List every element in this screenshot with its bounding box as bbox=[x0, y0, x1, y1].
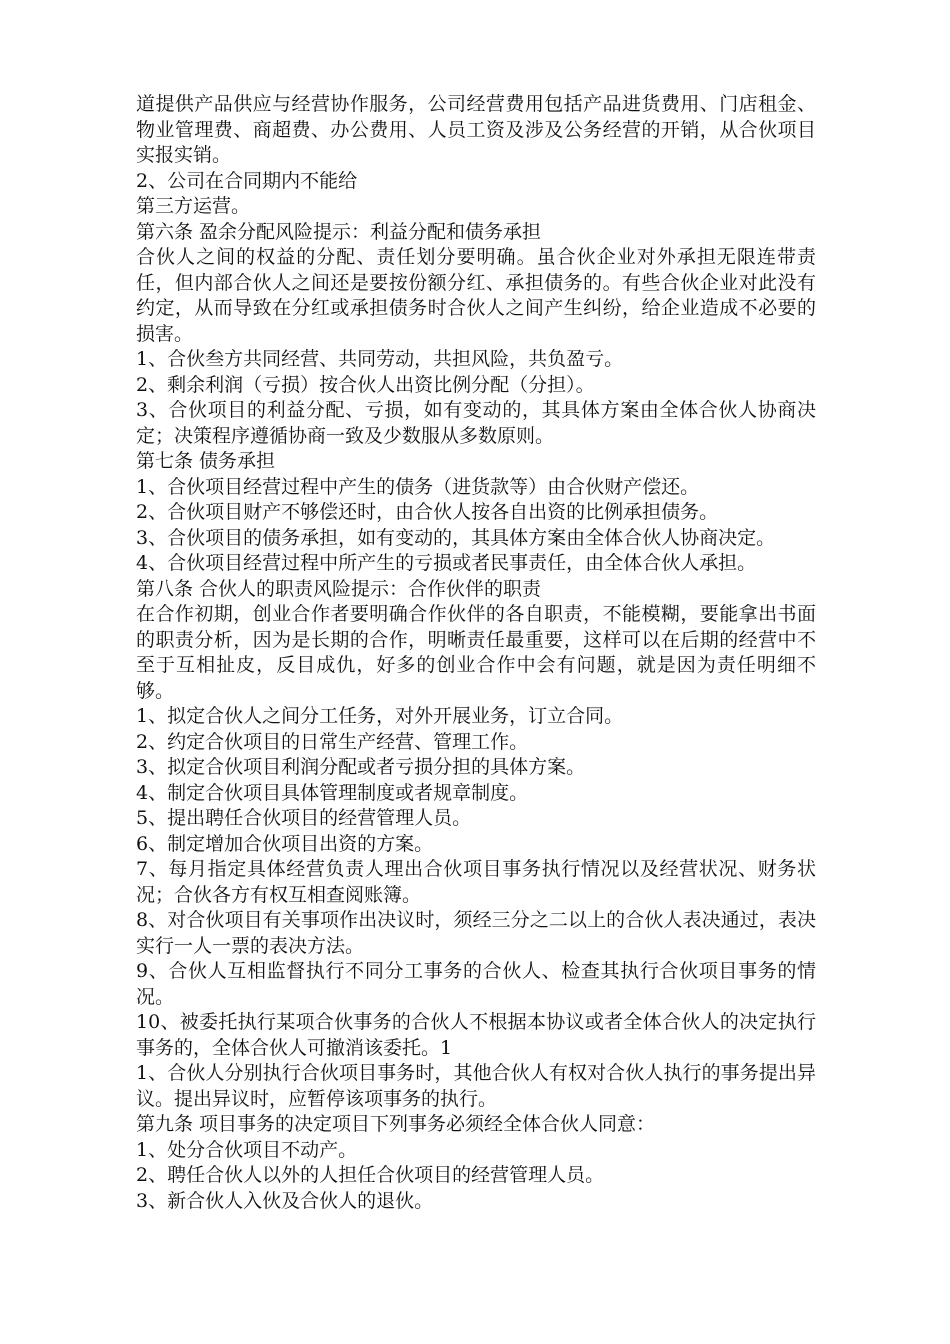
list-item: 1、合伙叁方共同经营、共同劳动，共担风险，共负盈亏。 bbox=[136, 348, 624, 370]
list-item: 1、合伙人分别执行合伙项目事务时，其他合伙人有权对合伙人执行的事务提出异议。提出异议时，应暂停该项事务的执行。 bbox=[136, 1062, 816, 1110]
list-item: 7、每月指定具体经营负责人理出合伙项目事务执行情况以及经营状况、财务状况；合伙各方有权互相查阅账簿。 bbox=[136, 858, 816, 906]
paragraph: 第三方运营。 bbox=[136, 195, 251, 217]
list-item: 2、约定合伙项目的日常生产经营、管理工作。 bbox=[136, 730, 529, 753]
list-item: 3、新合伙人入伙及合伙人的退伙。 bbox=[136, 1189, 434, 1212]
list-item: 4、合伙项目经营过程中所产生的亏损或者民事责任，由全体合伙人承担。 bbox=[136, 552, 757, 574]
list-item: 3、拟定合伙项目利润分配或者亏损分担的具体方案。 bbox=[136, 756, 586, 778]
list-item: 8、对合伙项目有关事项作出决议时，须经三分之二以上的合伙人表决通过，表决实行一人一票的表决方法。 bbox=[136, 909, 816, 957]
list-item: 9、合伙人互相监督执行不同分工事务的合伙人、检查其执行合伙项目事务的情况。 bbox=[136, 960, 816, 1008]
list-item: 10、被委托执行某项合伙事务的合伙人不根据本协议或者全体合伙人的决定执行事务的，全体合伙人可撤消该委托。1 bbox=[136, 1011, 816, 1059]
section-heading: 第八条 合伙人的职责风险提示：合作伙伴的职责 bbox=[136, 577, 542, 600]
section-heading: 第七条 债务承担 bbox=[136, 450, 276, 472]
list-item: 2、聘任合伙人以外的人担任合伙项目的经营管理人员。 bbox=[136, 1164, 605, 1186]
paragraph: 在合作初期，创业合作者要明确合作伙伴的各自职责，不能模糊，要能拿出书面的职责分析，因为是长期的合作，明晰责任最重要，这样可以在后期的经营中不至于互相扯皮，反目成仇，好多的创业合作中会有问题，就是因为责任明细不够。 bbox=[136, 603, 816, 702]
paragraph: 道提供产品供应与经营协作服务，公司经营费用包括产品进货费用、门店租金、物业管理费、商超费、办公费用、人员工资及涉及公务经营的开销，从合伙项目实报实销。 bbox=[136, 93, 816, 166]
list-item: 3、合伙项目的利益分配、亏损，如有变动的，其具体方案由全体合伙人协商决定；决策程序遵循协商一致及少数服从多数原则。 bbox=[136, 399, 816, 447]
list-item: 4、制定合伙项目具体管理制度或者规章制度。 bbox=[136, 781, 529, 804]
list-item: 1、拟定合伙人之间分工任务，对外开展业务，订立合同。 bbox=[136, 705, 624, 727]
list-item: 1、合伙项目经营过程中产生的债务（进货款等）由合伙财产偿还。 bbox=[136, 475, 700, 498]
list-item: 5、提出聘任合伙项目的经营管理人员。 bbox=[136, 807, 472, 829]
list-item: 3、合伙项目的债务承担，如有变动的，其具体方案由全体合伙人协商决定。 bbox=[136, 526, 776, 549]
section-heading: 第六条 盈余分配风险提示：利益分配和债务承担 bbox=[136, 220, 542, 243]
list-item: 2、合伙项目财产不够偿还时，由合伙人按各自出资的比例承担债务。 bbox=[136, 501, 719, 523]
paragraph: 合伙人之间的权益的分配、责任划分要明确。虽合伙企业对外承担无限连带责任，但内部合伙人之间还是要按份额分红、承担债务的。有些合伙企业对此没有约定，从而导致在分红或承担债务时合伙人之间产生纠纷，给企业造成不必要的损害。 bbox=[136, 246, 816, 345]
list-item: 6、制定增加合伙项目出资的方案。 bbox=[136, 832, 434, 855]
list-item: 2、剩余利润（亏损）按合伙人出资比例分配（分担）。 bbox=[136, 373, 595, 396]
paragraph: 2、公司在合同期内不能给 bbox=[136, 169, 358, 192]
list-item: 1、处分合伙项目不动产。 bbox=[136, 1138, 358, 1161]
section-heading: 第九条 项目事务的决定项目下列事务必须经全体合伙人同意： bbox=[136, 1113, 656, 1135]
document-page bbox=[136, 92, 816, 1214]
